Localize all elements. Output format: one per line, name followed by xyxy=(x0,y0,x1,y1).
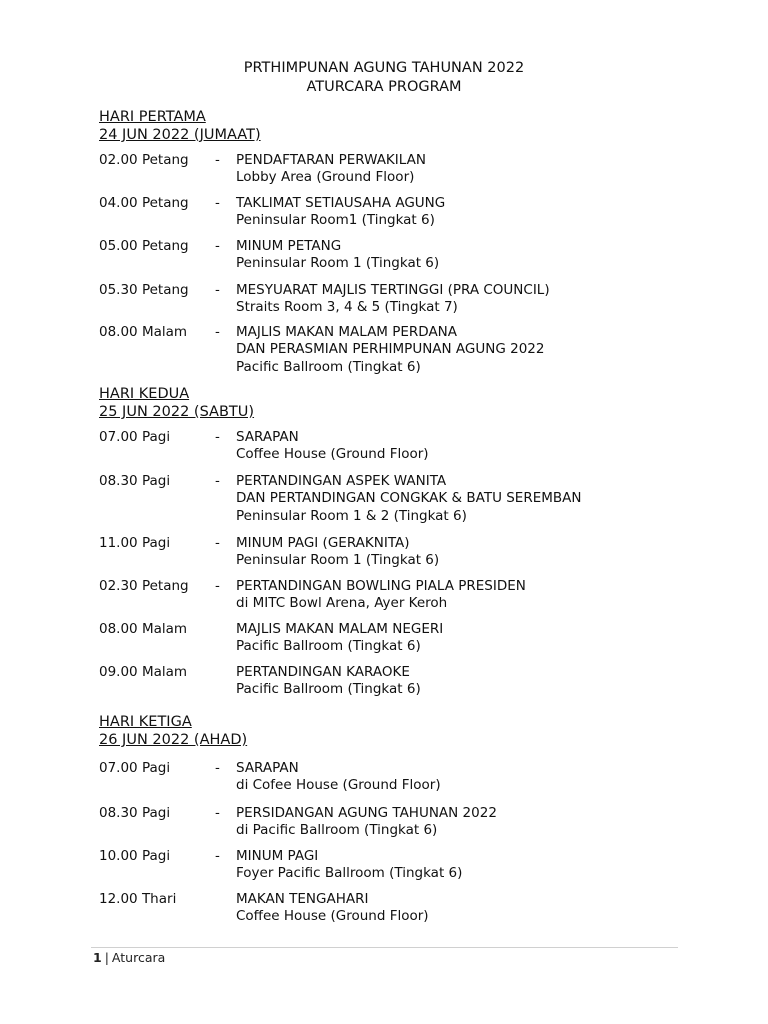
entry-description xyxy=(236,805,706,840)
entry-time: 09.00 Malam xyxy=(99,664,188,680)
entry-description xyxy=(236,535,706,570)
entry-description xyxy=(236,578,706,613)
entry-line: Pacific Ballroom (Tingkat 6) xyxy=(236,681,421,698)
entry-line: PERTANDINGAN BOWLING PIALA PRESIDEN xyxy=(236,578,526,594)
entry-line: MESYUARAT MAJLIS TERTINGGI (PRA COUNCIL) xyxy=(236,282,550,298)
entry-line: Lobby Area (Ground Floor) xyxy=(236,169,415,186)
entry-description xyxy=(236,282,706,317)
entry-dash: - xyxy=(215,848,220,864)
entry-time: 08.00 Malam xyxy=(99,324,188,340)
entry-line: MAJLIS MAKAN MALAM NEGERI xyxy=(236,621,444,637)
entry-line: Pacific Ballroom (Tingkat 6) xyxy=(236,638,421,655)
entry-time: 08.00 Malam xyxy=(99,621,188,637)
entry-description xyxy=(236,621,706,656)
entry-time: 05.00 Petang xyxy=(99,238,189,254)
page-number: 1 xyxy=(93,950,102,965)
entry-line: MAJLIS MAKAN MALAM PERDANA xyxy=(236,324,458,340)
entry-line: di MITC Bowl Arena, Ayer Keroh xyxy=(236,595,448,612)
entry-description xyxy=(236,848,706,883)
entry-line: DAN PERASMIAN PERHIMPUNAN AGUNG 2022 xyxy=(236,341,545,358)
entry-time: 12.00 Thari xyxy=(99,891,177,907)
entry-description xyxy=(236,324,706,376)
entry-line: MINUM PAGI xyxy=(236,848,319,864)
entry-description xyxy=(236,195,706,230)
entry-line: SARAPAN xyxy=(236,760,299,776)
entry-line: MINUM PETANG xyxy=(236,238,342,254)
document-title xyxy=(0,59,768,97)
entry-dash: - xyxy=(215,535,220,551)
footer-divider xyxy=(91,947,678,948)
entry-line: PENDAFTARAN PERWAKILAN xyxy=(236,152,426,168)
day-name: HARI PERTAMA xyxy=(99,109,206,125)
day-heading-1 xyxy=(99,108,261,144)
title-line-1: PRTHIMPUNAN AGUNG TAHUNAN 2022 xyxy=(243,60,525,76)
day-heading-2 xyxy=(99,385,254,421)
entry-line: di Cofee House (Ground Floor) xyxy=(236,777,441,794)
entry-time: 04.00 Petang xyxy=(99,195,189,211)
entry-line: Peninsular Room 1 (Tingkat 6) xyxy=(236,552,440,569)
title-line-2: ATURCARA PROGRAM xyxy=(306,79,462,95)
entry-line: MAKAN TENGAHARI xyxy=(236,891,369,907)
entry-line: Peninsular Room1 (Tingkat 6) xyxy=(236,212,435,229)
day-name: HARI KETIGA xyxy=(99,714,192,730)
entry-description xyxy=(236,238,706,273)
entry-dash: - xyxy=(215,238,220,254)
entry-line: Coffee House (Ground Floor) xyxy=(236,446,429,463)
footer-separator: | xyxy=(104,950,109,965)
entry-description xyxy=(236,429,706,464)
entry-time: 07.00 Pagi xyxy=(99,760,171,776)
entry-time: 02.00 Petang xyxy=(99,152,189,168)
entry-dash: - xyxy=(215,282,220,298)
entry-time: 05.30 Petang xyxy=(99,282,189,298)
entry-time: 08.30 Pagi xyxy=(99,805,171,821)
entry-dash: - xyxy=(215,473,220,489)
entry-description xyxy=(236,152,706,187)
entry-description xyxy=(236,664,706,699)
entry-dash: - xyxy=(215,324,220,340)
day-heading-3 xyxy=(99,713,247,749)
entry-dash: - xyxy=(215,578,220,594)
day-name: HARI KEDUA xyxy=(99,386,190,402)
entry-dash: - xyxy=(215,760,220,776)
entry-line: TAKLIMAT SETIAUSAHA AGUNG xyxy=(236,195,446,211)
entry-description xyxy=(236,760,706,795)
entry-line: Peninsular Room 1 (Tingkat 6) xyxy=(236,255,440,272)
day-date: 26 JUN 2022 (AHAD) xyxy=(99,732,248,748)
entry-line: SARAPAN xyxy=(236,429,299,445)
entry-dash: - xyxy=(215,429,220,445)
entry-line: Pacific Ballroom (Tingkat 6) xyxy=(236,358,421,375)
day-date: 24 JUN 2022 (JUMAAT) xyxy=(99,127,261,143)
entry-time: 02.30 Petang xyxy=(99,578,189,594)
entry-line: PERTANDINGAN KARAOKE xyxy=(236,664,410,680)
entry-time: 11.00 Pagi xyxy=(99,535,171,551)
entry-line: Coffee House (Ground Floor) xyxy=(236,908,429,925)
footer-label: Aturcara xyxy=(111,950,166,965)
entry-dash: - xyxy=(215,195,220,211)
entry-description xyxy=(236,473,706,525)
entry-time: 10.00 Pagi xyxy=(99,848,171,864)
page-footer xyxy=(93,950,165,965)
entry-dash: - xyxy=(215,152,220,168)
entry-line: MINUM PAGI (GERAKNITA) xyxy=(236,535,410,551)
entry-line: Foyer Pacific Ballroom (Tingkat 6) xyxy=(236,865,463,882)
day-date: 25 JUN 2022 (SABTU) xyxy=(99,404,255,420)
entry-line: PERTANDINGAN ASPEK WANITA xyxy=(236,473,447,489)
entry-line: DAN PERTANDINGAN CONGKAK & BATU SEREMBAN xyxy=(236,490,582,507)
entry-time: 07.00 Pagi xyxy=(99,429,171,445)
entry-line: Straits Room 3, 4 & 5 (Tingkat 7) xyxy=(236,299,458,316)
entry-dash: - xyxy=(215,805,220,821)
entry-description xyxy=(236,891,706,926)
entry-time: 08.30 Pagi xyxy=(99,473,171,489)
entry-line: di Pacific Ballroom (Tingkat 6) xyxy=(236,822,438,839)
entry-line: Peninsular Room 1 & 2 (Tingkat 6) xyxy=(236,507,467,524)
entry-line: PERSIDANGAN AGUNG TAHUNAN 2022 xyxy=(236,805,497,821)
